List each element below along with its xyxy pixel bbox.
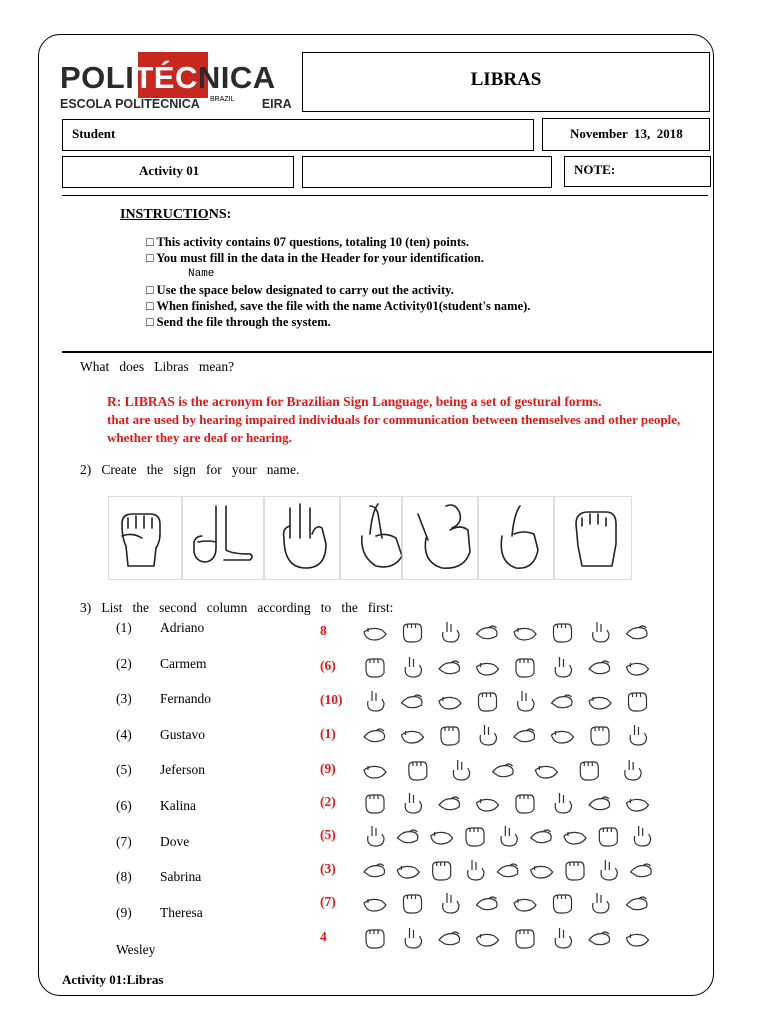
answer-code: 8 — [320, 623, 327, 638]
hand-sign-icon — [552, 731, 574, 743]
hand-sign-icon — [122, 514, 160, 566]
hand-sign-icon — [627, 626, 648, 639]
hand-sign-icon — [593, 622, 609, 642]
hand-sign-icon — [364, 864, 385, 877]
hand-sign-icon — [564, 832, 586, 844]
hand-sign-icon — [439, 661, 460, 674]
hand-sign-icon — [418, 505, 470, 568]
activity-label: Activity 01 — [139, 163, 200, 178]
hand-sign-icon — [516, 795, 534, 813]
fingerspelling-row — [360, 654, 660, 680]
hand-sign-icon — [468, 860, 484, 880]
answer-code: (1) — [320, 726, 336, 741]
fingerspelling-row — [360, 688, 660, 714]
hand-sign-icon — [516, 659, 534, 677]
instruction-item: □ When finished, save the file with the name Activity01(student's name). — [146, 299, 531, 313]
hand-sign-icon — [443, 622, 459, 642]
hand-sign-icon — [404, 895, 422, 913]
hand-sign-icon — [362, 504, 402, 567]
hand-sign-icon — [531, 830, 552, 843]
answer-code: (5) — [320, 827, 336, 842]
hand-sign-icon — [409, 762, 427, 780]
hand-sign-icon — [627, 799, 649, 811]
blank-field[interactable] — [302, 156, 552, 188]
list-name: Wesley — [116, 942, 156, 957]
hand-sign-icon — [576, 512, 616, 566]
hand-sign-icon — [630, 725, 646, 745]
fingerspelling-row — [360, 757, 660, 783]
hand-sign-icon — [593, 893, 609, 913]
answer-code: (3) — [320, 861, 336, 876]
hand-sign-icon — [364, 766, 386, 778]
answer-line: R: LIBRAS is the acronym for Brazilian Sign Language, being a set of gestural forms. — [107, 394, 602, 409]
hand-sign-icon — [405, 657, 421, 677]
hand-sign-icon — [466, 828, 484, 846]
hand-sign-icon — [439, 932, 460, 945]
hand-sign-icon — [627, 897, 648, 910]
list-name: Dove — [160, 834, 190, 849]
hand-sign-icon — [405, 928, 421, 948]
fingerspelling-row — [360, 722, 660, 748]
hand-sign-icon — [580, 762, 598, 780]
hand-sign-icon — [284, 504, 326, 568]
hand-sign-icon — [433, 862, 451, 880]
fingerspelling-row — [360, 790, 660, 816]
footer: Activity 01:Libras — [62, 972, 164, 987]
instructions-title: INSTRUCTIONS: — [120, 207, 232, 222]
hand-sign-icon — [477, 897, 498, 910]
hand-sign-icon — [552, 695, 573, 708]
list-number: (4) — [116, 727, 132, 742]
answer-code: (6) — [320, 658, 336, 673]
hand-sign-icon — [566, 862, 584, 880]
hand-sign-icon — [627, 934, 649, 946]
hand-sign-icon — [364, 729, 385, 742]
hand-sign-icon — [477, 663, 499, 675]
hand-sign-icon — [368, 691, 384, 711]
hand-sign-icon — [518, 691, 534, 711]
list-number: (3) — [116, 691, 132, 706]
fingerspelling-row — [360, 619, 660, 645]
hand-sign-icon — [477, 934, 499, 946]
list-number: (7) — [116, 834, 132, 849]
instruction-item: □ This activity contains 07 questions, totaling 10 (ten) points. — [146, 235, 469, 249]
hand-sign-icon — [480, 725, 496, 745]
hand-sign-icon — [493, 764, 514, 777]
student-field[interactable] — [62, 119, 534, 151]
divider — [62, 195, 708, 196]
list-name: Adriano — [160, 620, 205, 635]
hand-sign-icon — [555, 657, 571, 677]
instruction-name: Name — [188, 268, 215, 280]
list-name: Kalina — [160, 798, 196, 813]
hand-sign-icon — [555, 928, 571, 948]
list-name: Carmem — [160, 656, 207, 671]
page-title: LIBRAS — [470, 69, 542, 90]
hand-sign-icon — [629, 693, 647, 711]
list-number: (2) — [116, 656, 132, 671]
answer-code: (7) — [320, 894, 336, 909]
hand-sign-icon — [439, 797, 460, 810]
hand-sign-icon — [625, 760, 641, 780]
question-3: 3) List the second column according to the first: — [80, 600, 394, 615]
instruction-item: □ Send the file through the system. — [146, 315, 331, 329]
answer-code: (2) — [320, 794, 336, 809]
hand-sign-icon — [479, 693, 497, 711]
hand-sign-icon — [404, 624, 422, 642]
hand-sign-icon — [397, 866, 419, 878]
list-name: Fernando — [160, 691, 211, 706]
hand-sign-icon — [531, 866, 553, 878]
hand-sign-icon — [535, 766, 557, 778]
hand-sign-icon — [397, 830, 418, 843]
hand-sign-icon — [366, 795, 384, 813]
hand-sign-icon — [589, 797, 610, 810]
list-name: Theresa — [160, 905, 203, 920]
instruction-item: □ You must fill in the data in the Header for your identification. — [146, 251, 485, 265]
hand-sign-icon — [591, 727, 609, 745]
fingerspelling-row — [360, 890, 660, 916]
hand-sign-icon — [554, 895, 572, 913]
hand-sign-icon — [589, 697, 611, 709]
hand-sign-icon — [402, 731, 424, 743]
hand-sign-icon — [497, 864, 518, 877]
hand-sign-icon — [514, 899, 536, 911]
activity-box — [62, 156, 294, 188]
hand-sign-icon — [441, 727, 459, 745]
instructions-list — [146, 234, 530, 330]
hand-sign-icon — [555, 793, 571, 813]
title-box — [302, 52, 710, 112]
note-box[interactable] — [564, 156, 711, 187]
answer-code: 4 — [320, 929, 327, 944]
list-number: (1) — [116, 620, 132, 635]
answer-code: (10) — [320, 692, 343, 707]
list-number: (5) — [116, 762, 132, 777]
list-name: Gustavo — [160, 727, 205, 742]
hand-sign-icon — [443, 893, 459, 913]
hand-sign-icon — [364, 628, 386, 640]
answer-1 — [107, 393, 767, 447]
hand-sign-icon — [368, 826, 384, 846]
hand-sign-icon — [453, 760, 469, 780]
hand-sign-icon — [431, 832, 453, 844]
question-2: 2) Create the sign for your name. — [80, 462, 300, 477]
logo-word: POLITÉCNICA — [60, 60, 276, 95]
hand-sign-icon — [405, 793, 421, 813]
hand-sign-icon — [516, 930, 534, 948]
hand-sign-icon — [194, 506, 252, 562]
fingerspelling-row — [360, 925, 660, 951]
date-text: November 13, 2018 — [570, 126, 683, 141]
logo-brazil: BRAZIL — [210, 96, 235, 103]
name-sign-images — [108, 496, 632, 580]
hand-sign-icon — [514, 628, 536, 640]
hand-sign-icon — [477, 626, 498, 639]
politecnica-logo — [60, 52, 296, 114]
hand-sign-icon — [514, 729, 535, 742]
hand-sign-icon — [627, 663, 649, 675]
note-label: NOTE: — [574, 162, 616, 177]
answer-line: that are used by hearing impaired individuals for communication between themselves and other people, — [107, 412, 681, 427]
hand-sign-icon — [366, 659, 384, 677]
date-box — [542, 118, 710, 151]
student-label: Student — [72, 126, 116, 141]
list-number: (9) — [116, 905, 132, 920]
hand-sign-icon — [366, 930, 384, 948]
answer-line: whether they are deaf or hearing. — [107, 430, 292, 445]
hand-sign-icon — [402, 695, 423, 708]
hand-sign-icon — [634, 826, 650, 846]
hand-sign-icon — [589, 661, 610, 674]
question-1: What does Libras mean? — [80, 359, 235, 374]
hand-sign-icon — [631, 864, 652, 877]
instruction-item: □ Use the space below designated to carry out the activity. — [146, 283, 454, 297]
hand-sign-icon — [364, 899, 386, 911]
hand-sign-icon — [601, 860, 617, 880]
hand-sign-icon — [599, 828, 617, 846]
hand-sign-icon — [589, 932, 610, 945]
fingerspelling-row — [360, 857, 660, 883]
list-number: (8) — [116, 869, 132, 884]
hand-sign-icon — [501, 826, 517, 846]
hand-sign-icon — [554, 624, 572, 642]
hand-sign-icon — [477, 799, 499, 811]
hand-sign-icon — [501, 506, 538, 568]
logo-subtitle: ESCOLA POLITÉCNICA EIRA — [60, 97, 292, 111]
list-number: (6) — [116, 798, 132, 813]
hand-signs-row — [108, 496, 632, 580]
divider — [62, 351, 712, 353]
list-name: Sabrina — [160, 869, 202, 884]
fingerspelling-row — [360, 823, 660, 849]
hand-sign-icon — [439, 697, 461, 709]
answer-code: (9) — [320, 761, 336, 776]
list-name: Jeferson — [160, 762, 205, 777]
